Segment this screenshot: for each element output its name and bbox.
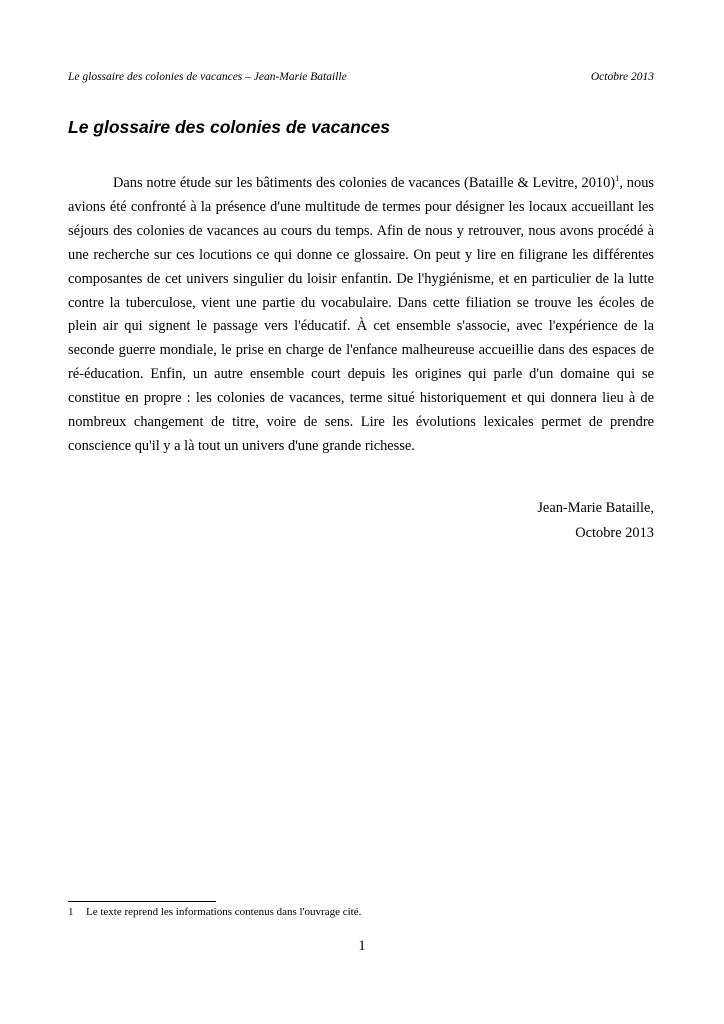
paragraph-text-start: Dans notre étude sur les bâtiments des colonies de vacances (Bataille & Levitre, 2010) [113,175,616,191]
footnote [68,905,361,919]
header-title: Le glossaire des colonies de vacances – Jean-Marie Bataille [68,71,347,83]
page-number: 1 [358,938,366,954]
body-paragraph [68,172,654,459]
paragraph-text-rest: , nous avions été confronté à la présence d'une multitude de termes pour désigner les locaux accueillant les séjours des colonies de vacances au cours du temps. Afin de nous y retrouver, nous avons procédé à une recherche sur ces locutions ce qui donne ce glossaire. On peut y lire en filigrane les différentes composantes de cet univers singulier du loisir enfantin. De l'hygiénisme, et en particulier de la lutte contre la tuberculose, vient une partie du vocabulaire. Dans cette filiation se trouve les écoles de plein air qui signent le passage vers l'éducatif. À cet ensemble s'associe, avec l'expérience de la seconde guerre mondiale, le prise en charge de l'enfance malheureuse accueillie dans des espaces de ré-éducation. Enfin, un autre ensemble court depuis les origines qui parle d'un domaine qui se constitue en propre : les colonies de vacances, terme situé historiquement et qui donnera lieu à de nombreux changement de titre, voire de sens. Lire les évolutions lexicales permet de prendre conscience qu'il y a là tout un univers d'une grande richesse. [68,175,654,454]
footnote-reference[interactable]: 1 [615,173,620,184]
footnote-separator [68,901,216,902]
signature-block [537,496,654,546]
header-date: Octobre 2013 [590,71,654,83]
footnote-number: 1 [68,906,74,918]
signature-name: Jean-Marie Bataille, [537,500,654,516]
document-title: Le glossaire des colonies de vacances [68,117,390,137]
footnote-text: Le texte reprend les informations contenus dans l'ouvrage cité. [86,906,362,918]
signature-date: Octobre 2013 [575,525,654,541]
